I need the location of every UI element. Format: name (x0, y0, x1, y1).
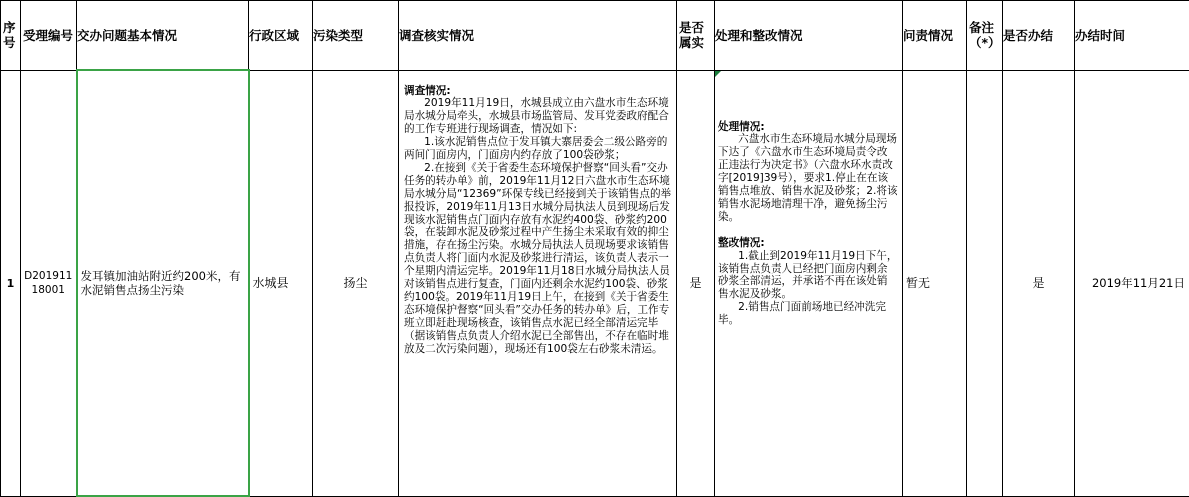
cell-handling[interactable] (715, 70, 903, 496)
header-completed[interactable]: 是否办结 (1003, 1, 1075, 71)
header-investigation[interactable]: 调查核实情况 (399, 1, 677, 71)
header-pollution[interactable]: 污染类型 (313, 1, 399, 71)
cell-note[interactable] (967, 70, 1003, 496)
header-handling[interactable]: 处理和整改情况 (715, 1, 903, 71)
cell-region[interactable]: 水城县 (249, 70, 313, 496)
header-row (1, 1, 1189, 71)
investigation-para-2: 1.该水泥销售点位于发耳镇大寨居委会二级公路旁的两间门面房内，门面房内约存放了100袋砂浆； (404, 136, 673, 162)
cell-id[interactable]: D20191118001 (21, 70, 77, 496)
handling-heading-1: 处理情况: (718, 121, 898, 134)
investigation-heading: 调查情况: (404, 85, 673, 98)
header-finish-time[interactable]: 办结时间 (1075, 1, 1189, 71)
handling-para-1: 六盘水市生态环境局水城分局现场下达了《六盘水市生态环境局责令改正违法行为决定书》（六盘水环水责改字[2019]39号），要求1.停止在在该销售点堆放、销售水泥及砂浆；2.将该销售水泥场地清理干净，避免扬尘污染。 (718, 133, 898, 223)
cell-accountability[interactable]: 暂无 (903, 70, 967, 496)
header-accountability[interactable]: 问责情况 (903, 1, 967, 71)
cell-pollution[interactable]: 扬尘 (313, 70, 399, 496)
cell-seq[interactable]: 1 (1, 70, 21, 496)
cell-verified[interactable]: 是 (677, 70, 715, 496)
header-id[interactable]: 受理编号 (21, 1, 77, 71)
header-verified[interactable]: 是否属实 (677, 1, 715, 71)
table-row (1, 70, 1189, 496)
cell-investigation[interactable] (399, 70, 677, 496)
comment-marker-icon (715, 71, 721, 77)
cell-completed[interactable]: 是 (1003, 70, 1075, 496)
header-seq[interactable]: 序号 (1, 1, 21, 71)
investigation-para-3: 2.在接到《关于省委生态环境保护督察“回头看”交办任务的转办单》前，2019年11月12日六盘水市生态环境局水城分局“12369”环保专线已经接到关于该销售点的举报投诉，2019年11月13日水城分局执法人员到现场后发现该水泥销售点门面内存放有水泥约400袋、砂浆约200袋，在装卸水泥及砂浆过程中产生扬尘未采取有效的抑尘措施，存在扬尘污染。水城分局执法人员现场要求该销售点负责人将门面内水泥及砂浆进行清运，该负责人表示一个星期内清运完毕。2019年11月18日水城分局执法人员对该销售点进行复查，门面内还剩余水泥约100袋、砂浆约100袋。2019年11月19日上午，在接到《关于省委生态环境保护督察“回头看”交办任务的转办单》后，工作专班立即赶赴现场核查，该销售点水泥已经全部清运完毕（据该销售点负责人介绍水泥已全部售出，不存在临时堆放及二次污染问题），现场还有100袋左右砂浆未清运。 (404, 162, 673, 356)
handling-para-2: 1.截止到2019年11月19日下午，该销售点负责人已经把门面房内剩余砂浆全部清运，并承诺不再在该处销售水泥及砂浆。 (718, 250, 898, 302)
header-case[interactable]: 交办问题基本情况 (77, 1, 249, 71)
cell-finish-time[interactable]: 2019年11月21日 (1075, 70, 1189, 496)
header-region[interactable]: 行政区域 (249, 1, 313, 71)
handling-para-3: 2.销售点门面前场地已经冲洗完毕。 (718, 301, 898, 327)
header-note[interactable]: 备注（*） (967, 1, 1003, 71)
cell-case-selected[interactable]: 发耳镇加油站附近约200米，有水泥销售点扬尘污染 (77, 70, 249, 496)
investigation-para-1: 2019年11月19日，水城县成立由六盘水市生态环境局水城分局牵头，水城县市场监管局、发耳党委政府配合的工作专班进行现场调查，情况如下: (404, 97, 673, 136)
handling-heading-2: 整改情况: (718, 237, 898, 250)
